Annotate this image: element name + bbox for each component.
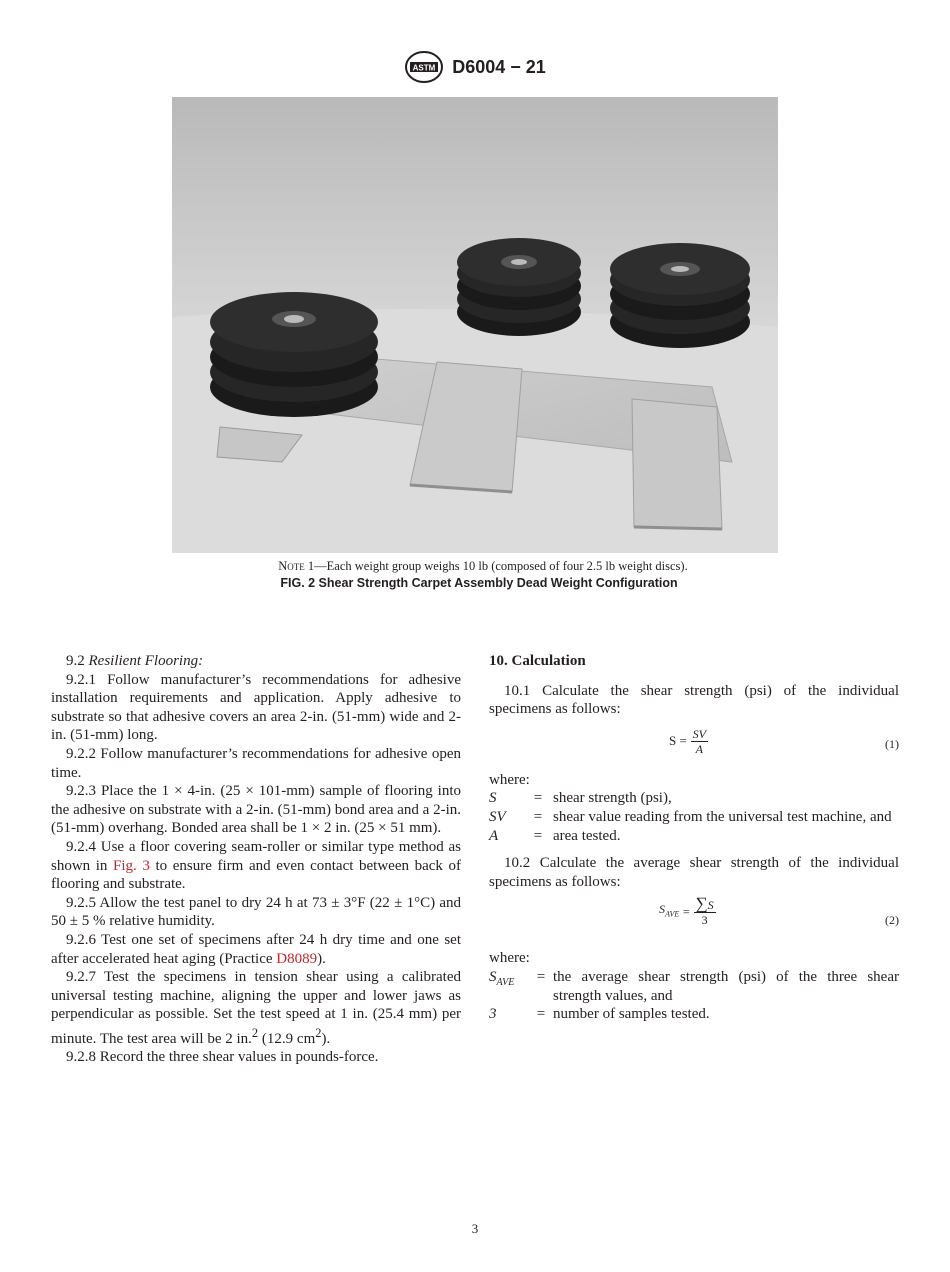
paragraph-9-2-1: 9.2.1 Follow manufacturer’s recommendations for adhesive installation requirements and application. Apply adhesive to substrate so that adhesive covers an area 2-in. (51-mm) wide and 2-in. (51-mm) long. [51,671,461,744]
paragraph-9-2-3: 9.2.3 Place the 1 × 4-in. (25 × 101-mm) sample of flooring into the adhesive on substrate with a 2-in. (51-mm) bond area and a 2-in. (51-mm) overhang. Bonded area shall be 1 × 2 in. (25 × 51 mm). [51,783,461,837]
definition-row [489,808,899,827]
def-text: number of samples tested. [553,1006,710,1023]
weight-stack-left [210,292,378,417]
where-label-1: where: [489,771,530,788]
def-symbol-subscript: AVE [496,976,515,988]
page-number: 3 [471,1221,479,1236]
eq2-fraction [694,894,716,928]
text: ). [321,1030,331,1047]
section-heading-calculation: 10. Calculation [489,653,586,669]
eq2-denominator: 3 [701,913,708,928]
paragraph-9-2-2: 9.2.2 Follow manufacturer’s recommendations for adhesive open time. [51,745,461,781]
definition-row [489,1005,899,1024]
def-text: area tested. [553,827,621,844]
equation-2 [489,895,899,943]
eq2-numerator [694,894,716,914]
definition-row [489,789,899,808]
fig-3-link[interactable]: Fig. 3 [113,857,150,874]
text: ). [317,950,326,967]
eq2-equals: = [683,905,690,920]
def-symbol [489,968,531,1005]
section-title: Resilient Flooring: [88,653,204,669]
eq2-number: (2) [885,913,899,928]
paragraph-9-2-4 [51,838,461,894]
page-header [0,50,950,84]
sum-symbol: ∑ [695,894,708,914]
def-text: the average shear strength (psi) of the three shear strength values, and [553,968,899,1004]
note-text: 1—Each weight group weighs 10 lb (composed of four 2.5 lb weight discs). [304,559,688,573]
paragraph-9-2-7 [51,968,461,1048]
text: to ensure firm and even contact between back of flooring and substrate. [51,857,461,893]
def-equals: = [533,808,543,825]
eq1-denominator: A [695,741,703,756]
def-symbol-main: S [489,968,497,985]
paragraph-10-2: 10.2 Calculate the average shear strength of the individual specimens as follows: [489,855,899,890]
figure-caption: FIG. 2 Shear Strength Carpet Assembly Dead Weight Configuration [280,576,678,590]
def-equals: = [533,790,543,807]
superscript: 2 [251,1025,259,1040]
figure-photo [172,97,778,553]
text: 9.2.7 Test the specimens in tension shear using a calibrated universal testing machine, aligning the upper and lower jaws as perpendicular as possible. Set the test speed at 1 in. (25.4 mm) per minute. The test area will be 2 in. [51,969,461,1047]
eq2-numerator-symbol: S [707,898,714,913]
eq2-lhs [659,902,680,919]
eq1-fraction [691,727,708,756]
def-symbol: A [489,827,499,844]
def-symbol: SV [489,808,506,825]
weight-stack-right [610,243,750,348]
eq2-lhs-subscript: AVE [665,909,680,919]
document-number: D6004 − 21 [452,56,546,77]
text: (12.9 cm [258,1030,316,1047]
d8089-link[interactable]: D8089 [276,950,318,967]
eq1-number: (1) [885,736,899,751]
weight-stack-middle [457,238,581,336]
eq1-numerator: SV [692,726,706,741]
paragraph-10-1: 10.1 Calculate the shear strength (psi) of the individual specimens as follows: [489,682,899,718]
figure-note [0,559,950,574]
equation-1 [489,723,899,765]
paragraph-9-2-5: 9.2.5 Allow the test panel to dry 24 h at 73 ± 3°F (22 ± 1°C) and 50 ± 5 % relative humidity. [51,894,461,930]
eq1-lhs: S = [669,732,687,748]
def-text: shear strength (psi), [553,790,672,807]
astm-logo-icon [404,50,444,84]
def-symbol: 3 [489,1006,497,1023]
section-number: 9.2 [66,653,89,669]
svg-text:ASTM: ASTM [412,63,436,73]
def-equals: = [536,1006,546,1023]
where-label-2: where: [489,950,530,967]
paragraph-9-2-6 [51,931,461,968]
left-column [51,652,461,1067]
note-label: Note [278,559,305,573]
def-symbol: S [489,790,497,807]
text: 9.2.6 Test one set of specimens after 24 h dry time and one set after accelerated heat aging (Practice [51,931,461,967]
definitions-2 [489,968,899,1024]
text: 9.2.4 Use a floor covering seam-roller or similar type method as shown in [51,838,461,874]
definitions-1 [489,789,899,845]
definition-row [489,827,899,846]
eq2-lhs-symbol: S [659,902,665,917]
def-equals: = [533,827,543,844]
paragraph-9-2 [51,652,461,671]
paragraph-9-2-8: 9.2.8 Record the three shear values in pounds-force. [66,1049,379,1066]
def-equals: = [536,968,546,985]
def-text: shear value reading from the universal test machine, and [553,808,892,825]
superscript: 2 [315,1025,322,1040]
definition-row [489,968,899,1005]
right-column [489,652,899,1024]
